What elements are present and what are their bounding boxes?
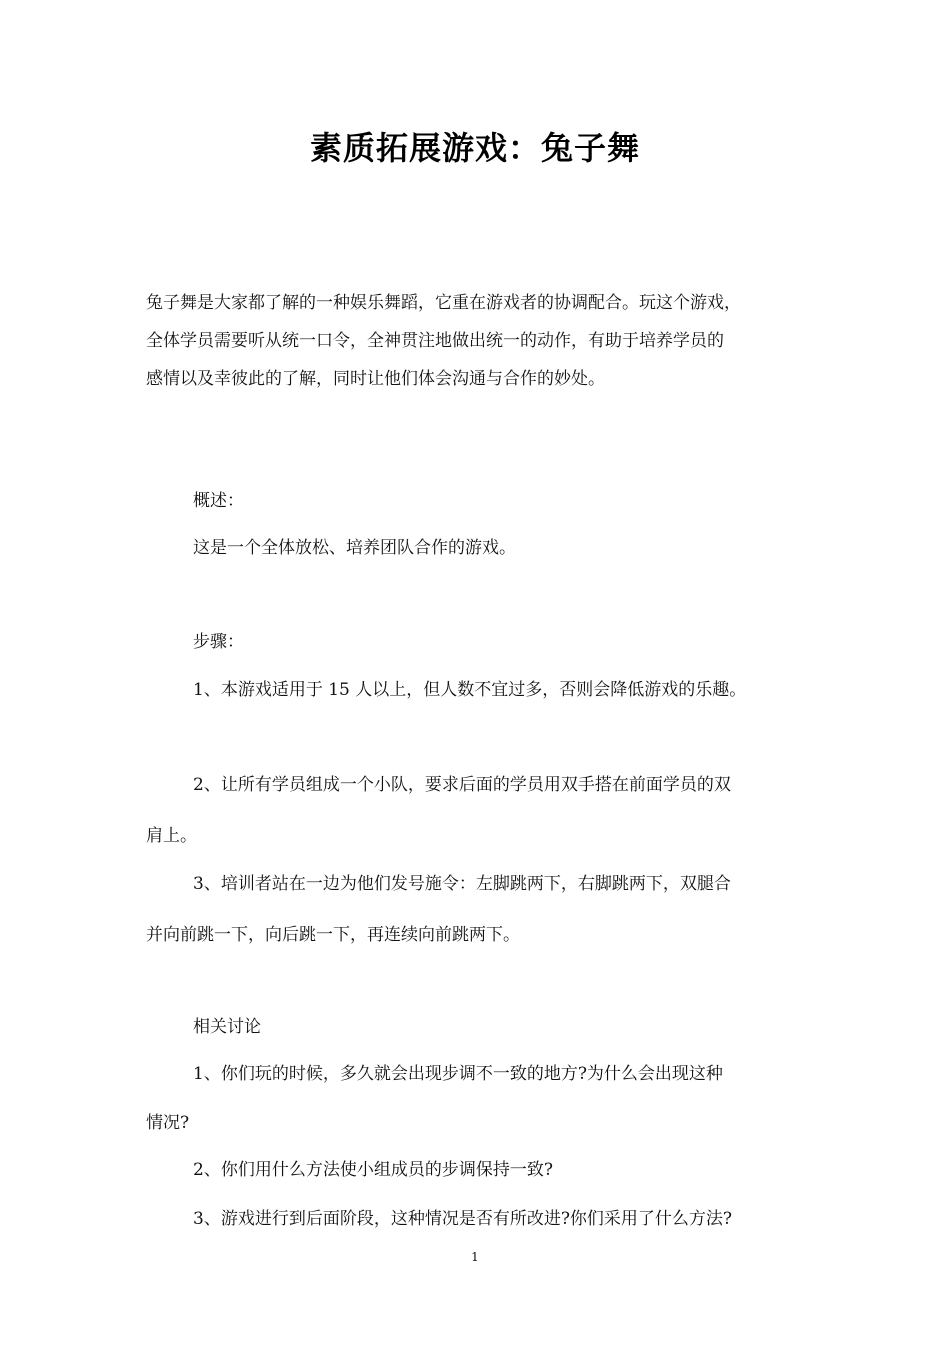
discussion-q3: 3、游戏进行到后面阶段，这种情况是否有所改进?你们采用了什么方法? (193, 1209, 733, 1229)
step-3-line-1: 3、培训者站在一边为他们发号施令：左脚跳两下，右脚跳两下，双腿合 (193, 874, 731, 894)
discussion-q1-line-1: 1、你们玩的时候，多久就会出现步调不一致的地方?为什么会出现这种 (193, 1064, 723, 1084)
intro-line-2: 全体学员需要听从统一口令，全神贯注地做出统一的动作，有助于培养学员的 (146, 331, 724, 351)
step-2-line-2: 肩上。 (146, 826, 197, 846)
intro-line-3: 感情以及幸彼此的了解，同时让他们体会沟通与合作的妙处。 (146, 369, 605, 389)
discussion-heading: 相关讨论 (193, 1017, 261, 1037)
overview-heading: 概述： (193, 491, 244, 511)
discussion-q1-line-2: 情况? (146, 1113, 190, 1133)
discussion-q2: 2、你们用什么方法使小组成员的步调保持一致? (193, 1160, 553, 1180)
intro-line-1: 兔子舞是大家都了解的一种娱乐舞蹈，它重在游戏者的协调配合。玩这个游戏， (146, 293, 741, 313)
step-1: 1、本游戏适用于 15 人以上，但人数不宜过多，否则会降低游戏的乐趣。 (193, 680, 747, 700)
step-3-line-2: 并向前跳一下，向后跳一下，再连续向前跳两下。 (146, 925, 520, 945)
step-2-line-1: 2、让所有学员组成一个小队，要求后面的学员用双手搭在前面学员的双 (193, 775, 731, 795)
steps-heading: 步骤： (193, 632, 244, 652)
page-number: 1 (471, 1250, 479, 1264)
overview-text: 这是一个全体放松、培养团队合作的游戏。 (193, 538, 516, 558)
document-title: 素质拓展游戏：兔子舞 (309, 129, 640, 167)
